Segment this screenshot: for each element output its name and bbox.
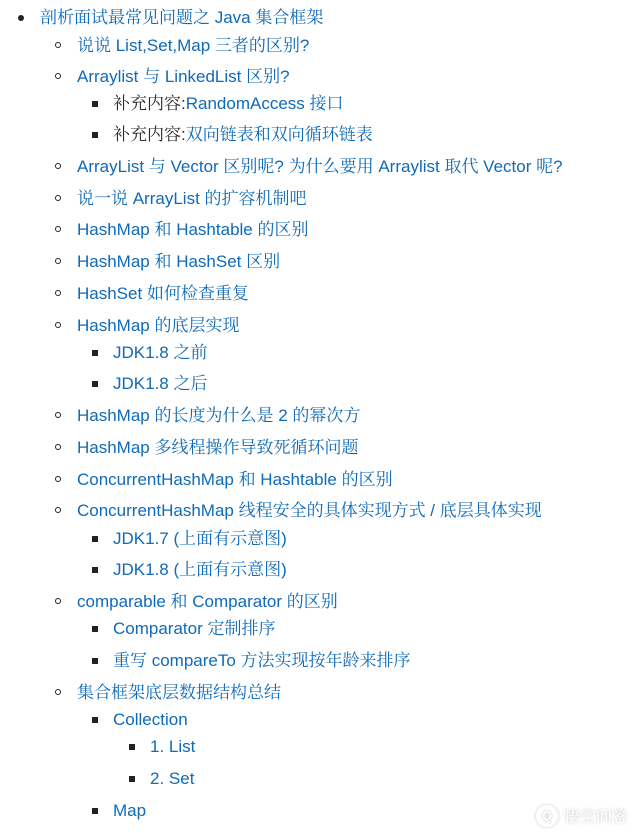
square-bullet-icon [129, 776, 135, 782]
square-bullet-icon [92, 381, 98, 387]
circle-bullet-icon [55, 476, 61, 482]
list-item-link[interactable]: comparable 和 Comparator 的区别 [77, 592, 338, 611]
list-item-link[interactable]: JDK1.7 (上面有示意图) [113, 529, 287, 548]
square-bullet-icon [92, 626, 98, 632]
wukong-logo-icon: Q [536, 805, 558, 827]
list-item-prefix: 补充内容: [113, 94, 186, 113]
circle-bullet-icon [55, 689, 61, 695]
square-bullet-icon [92, 808, 98, 814]
watermark [536, 804, 628, 827]
list-item-link[interactable]: 1. List [150, 737, 196, 756]
list-item-link[interactable]: Arraylist 与 LinkedList 区别? [77, 67, 290, 86]
square-bullet-icon [92, 132, 98, 138]
list-item-link[interactable]: ConcurrentHashMap 线程安全的具体实现方式 / 底层具体实现 [77, 501, 542, 520]
list-item-link[interactable]: JDK1.8 之前 [113, 343, 208, 362]
list-item-link[interactable]: HashMap 的底层实现 [77, 316, 240, 335]
watermark-text: 悟空问答 [563, 809, 628, 826]
circle-bullet-icon [55, 444, 61, 450]
list-item-link[interactable]: JDK1.8 之后 [113, 374, 208, 393]
square-bullet-icon [92, 658, 98, 664]
list-item-link[interactable]: Map [113, 801, 147, 820]
circle-bullet-icon [55, 73, 61, 79]
circle-bullet-icon [55, 195, 61, 201]
list-item-link[interactable]: ArrayList 与 Vector 区别呢? 为什么要用 Arraylist 取代 Vector 呢? [77, 157, 563, 176]
circle-bullet-icon [55, 290, 61, 296]
list-item-link[interactable]: Comparator 定制排序 [113, 619, 276, 638]
list-item-link[interactable]: 2. Set [150, 769, 195, 788]
circle-bullet-icon [55, 322, 61, 328]
list-item-link[interactable]: 剖析面试最常见问题之 Java 集合框架 [40, 8, 324, 27]
circle-bullet-icon [55, 42, 61, 48]
list-item-link[interactable]: RandomAccess 接口 [185, 94, 344, 113]
circle-bullet-icon [55, 258, 61, 264]
list-item-link[interactable]: HashSet 如何检查重复 [77, 284, 249, 303]
list-item-link[interactable]: 双向链表和双向循环链表 [185, 125, 373, 144]
circle-bullet-icon [55, 598, 61, 604]
disc-bullet-icon [18, 15, 24, 21]
square-bullet-icon [92, 350, 98, 356]
list-item-link[interactable]: ConcurrentHashMap 和 Hashtable 的区别 [77, 470, 393, 489]
list-item-link[interactable]: 集合框架底层数据结构总结 [77, 683, 281, 702]
circle-bullet-icon [55, 226, 61, 232]
list-item-link[interactable]: JDK1.8 (上面有示意图) [113, 560, 287, 579]
list-item-text[interactable] [113, 121, 373, 149]
list-item-link[interactable]: 说说 List,Set,Map 三者的区别? [77, 36, 310, 55]
square-bullet-icon [92, 567, 98, 573]
circle-bullet-icon [55, 507, 61, 513]
circle-bullet-icon [55, 163, 61, 169]
square-bullet-icon [92, 717, 98, 723]
list-item-link[interactable]: 重写 compareTo 方法实现按年龄来排序 [113, 651, 411, 670]
list-item-link[interactable]: HashMap 和 HashSet 区别 [77, 252, 281, 271]
square-bullet-icon [129, 744, 135, 750]
list-item-link[interactable]: 说一说 ArrayList 的扩容机制吧 [77, 189, 307, 208]
square-bullet-icon [92, 536, 98, 542]
list-item-text[interactable] [113, 90, 344, 118]
list-item-prefix: 补充内容: [113, 125, 186, 144]
list-item-link[interactable]: HashMap 的长度为什么是 2 的幂次方 [77, 406, 361, 425]
list-item-link[interactable]: HashMap 和 Hashtable 的区别 [77, 220, 309, 239]
square-bullet-icon [92, 101, 98, 107]
circle-bullet-icon [55, 412, 61, 418]
list-item-link[interactable]: Collection [113, 710, 188, 729]
list-item-link[interactable]: HashMap 多线程操作导致死循环问题 [77, 438, 359, 457]
